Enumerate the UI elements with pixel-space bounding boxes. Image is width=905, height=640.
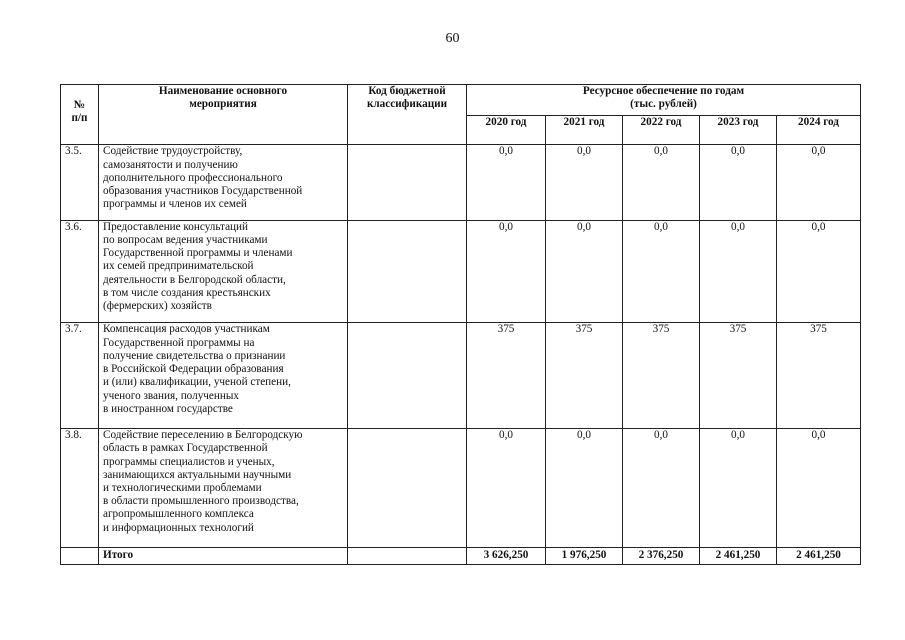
- row-year-value: 0,0: [546, 220, 623, 323]
- row-year-value: 0,0: [467, 429, 546, 548]
- row-year-value: 0,0: [546, 429, 623, 548]
- row-year-value: 0,0: [623, 220, 700, 323]
- header-row-1: [61, 85, 861, 116]
- total-value: 1 976,250: [546, 547, 623, 564]
- row-budget-code: [348, 429, 467, 548]
- table-row: [61, 429, 861, 548]
- table-row: [61, 145, 861, 220]
- row-year-value: 375: [623, 323, 700, 429]
- row-number: 3.6.: [61, 220, 99, 323]
- row-activity-name: Содействие трудоустройству, самозанятости и получению дополнительного профессионального образования участников Государственной программы и членов их семей: [99, 145, 348, 220]
- total-row: [61, 547, 861, 564]
- row-number: 3.5.: [61, 145, 99, 220]
- row-year-value: 0,0: [700, 429, 777, 548]
- row-year-value: 0,0: [777, 145, 861, 220]
- header-year: 2022 год: [623, 116, 700, 145]
- table-body: [61, 145, 861, 548]
- total-value: 2 376,250: [623, 547, 700, 564]
- row-year-value: 0,0: [467, 145, 546, 220]
- table-row: [61, 220, 861, 323]
- row-year-value: 375: [546, 323, 623, 429]
- row-year-value: 0,0: [700, 220, 777, 323]
- row-budget-code: [348, 220, 467, 323]
- header-code: Код бюджетной классификации: [348, 85, 467, 145]
- header-year: 2024 год: [777, 116, 861, 145]
- row-year-value: 0,0: [467, 220, 546, 323]
- row-number: 3.8.: [61, 429, 99, 548]
- row-activity-name: Предоставление консультаций по вопросам ведения участниками Государственной программы и членами их семей предпринимательской деятельности в Белгородской области, в том числе создания крестьянских (фермерских) хозяйств: [99, 220, 348, 323]
- row-year-value: 0,0: [700, 145, 777, 220]
- row-year-value: 0,0: [777, 429, 861, 548]
- header-year: 2021 год: [546, 116, 623, 145]
- row-activity-name: Компенсация расходов участникам Государственной программы на получение свидетельства о признании в Российской Федерации образования и (или) квалификации, ученой степени, ученого звания, полученных в иностранном государстве: [99, 323, 348, 429]
- total-label: Итого: [99, 547, 348, 564]
- header-resources: Ресурсное обеспечение по годам (тыс. рублей): [467, 85, 861, 116]
- table-row: [61, 323, 861, 429]
- total-value: 2 461,250: [777, 547, 861, 564]
- page-number: 60: [445, 31, 460, 46]
- header-year: 2020 год: [467, 116, 546, 145]
- header-name: Наименование основного мероприятия: [99, 85, 348, 145]
- row-year-value: 375: [467, 323, 546, 429]
- total-num: [61, 547, 99, 564]
- row-budget-code: [348, 323, 467, 429]
- row-year-value: 0,0: [546, 145, 623, 220]
- row-budget-code: [348, 145, 467, 220]
- row-year-value: 375: [700, 323, 777, 429]
- budget-table: [60, 84, 861, 565]
- row-year-value: 0,0: [777, 220, 861, 323]
- total-value: 2 461,250: [700, 547, 777, 564]
- header-year: 2023 год: [700, 116, 777, 145]
- row-activity-name: Содействие переселению в Белгородскую область в рамках Государственной программы специалистов и ученых, занимающихся актуальными научными и технологическими проблемами в области промышленного производства, агропромышленного комплекса и информационных технологий: [99, 429, 348, 548]
- row-year-value: 375: [777, 323, 861, 429]
- total-value: 3 626,250: [467, 547, 546, 564]
- total-code: [348, 547, 467, 564]
- row-number: 3.7.: [61, 323, 99, 429]
- row-year-value: 0,0: [623, 145, 700, 220]
- row-year-value: 0,0: [623, 429, 700, 548]
- header-num: № п/п: [61, 85, 99, 145]
